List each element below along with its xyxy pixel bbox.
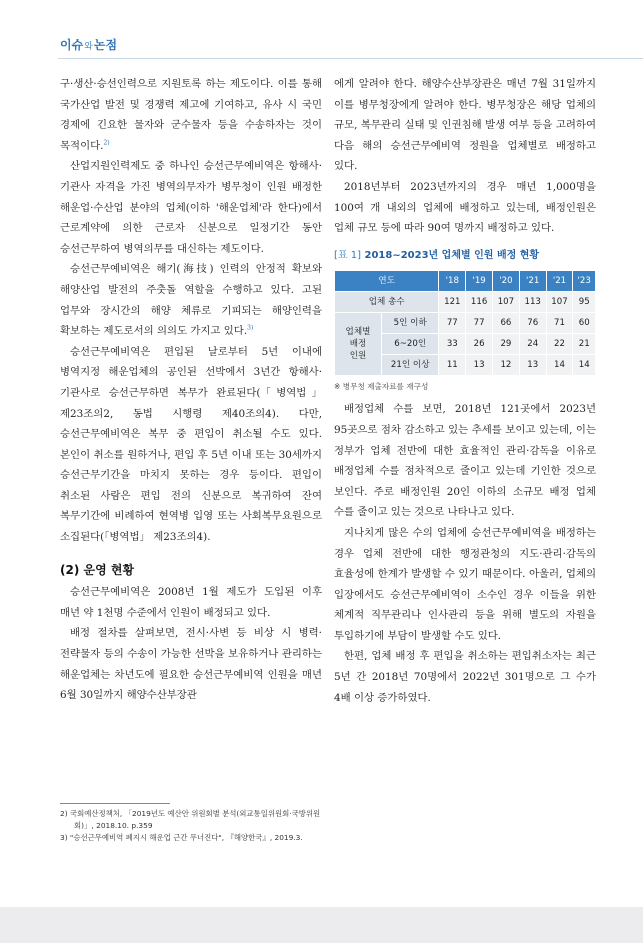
table-cell: 26: [466, 334, 493, 355]
left-paragraph-3-text: 승선근무예비역은 해기(海技) 인력의 안정적 확보와 해양산업 발전의 주춧돌 역할을 수행하고 있다. 고된 업무와 장시간의 해양 체류로 기피되는 해양인력을 확보하는 제도로서의 의의도 가지고 있다.: [60, 263, 322, 338]
row-label: 5인 이하: [382, 313, 439, 334]
table-cell: 14: [546, 355, 573, 376]
table-title-text: 2018~2023년 업체별 인원 배정 현황: [364, 249, 540, 261]
table-cell: 12: [493, 355, 520, 376]
right-column: [334, 74, 596, 708]
header-year: '18: [439, 271, 466, 292]
left-paragraph-2: 산업지원인력제도 중 하나인 승선근무예비역은 항해사·기관사 자격을 가진 병역의무자가 병무청이 인원 배정한 해운업·수산업 분야의 업체(이하 '해운업체'라 한다)에서 근로계약에 의한 근로자 신분으로 일정기간 동안 승선근무하여 병역의무를 대신하는 제도이다.: [60, 160, 322, 255]
table-cell: 22: [546, 334, 573, 355]
header-year: '19: [466, 271, 493, 292]
header-year: '21: [546, 271, 573, 292]
left-paragraph-3: [60, 259, 322, 341]
header-year: '23: [573, 271, 596, 292]
row-label-total: 업체 총수: [335, 292, 439, 313]
header-point: 논점: [93, 38, 118, 52]
group-label-line: 배정: [349, 339, 367, 350]
footnote-ref-3[interactable]: 3): [247, 324, 254, 332]
right-paragraph-1: 에게 알려야 한다. 해양수산부장관은 매년 7월 31일까지 이를 병무청장에게 알려야 한다. 병무청장은 해당 업체의 규모, 복무관리 실태 및 인권침해 발생 여부 등을 고려하여 다음 해의 승선근무예비역 정원을 업체별로 배정하고 있다.: [334, 78, 596, 173]
table-cell: 60: [573, 313, 596, 334]
running-header: [60, 36, 117, 53]
row-label: 21인 이상: [382, 355, 439, 376]
footnote-divider: [60, 803, 170, 804]
table-header-row: [335, 271, 596, 292]
table-cell: 13: [519, 355, 546, 376]
table-cell: 24: [519, 334, 546, 355]
table-cell: 116: [466, 292, 493, 313]
header-divider: [58, 58, 643, 59]
left-column: [60, 74, 322, 706]
table-row: [335, 313, 596, 334]
table-title: [334, 246, 596, 267]
header-year: '20: [493, 271, 520, 292]
header-issue: 이슈: [60, 38, 84, 52]
footnotes: [60, 808, 322, 844]
footnote-2: 2) 국회예산정책처, 「2019년도 예산안 위원회별 분석(외교통일위원회·국방위원회)」, 2018.10. p.359: [60, 809, 321, 830]
row-label: 6~20인: [382, 334, 439, 355]
table-cell: 71: [546, 313, 573, 334]
table-cell: 14: [573, 355, 596, 376]
header-year-label: 연도: [335, 271, 439, 292]
right-paragraph-5: 한편, 업체 배정 후 편입을 취소하는 편입취소자는 최근 5년 간 2018년 70명에서 2022년 301명으로 그 수가 4배 이상 증가하였다.: [334, 650, 596, 704]
footnote-3: 3) "승선근무예비역 폐지시 해운업 근간 무너진다", 『해양한국』, 2019.3.: [60, 833, 303, 842]
section-title: (2) 운영 현황: [60, 562, 135, 577]
table-row: [335, 292, 596, 313]
table-cell: 107: [546, 292, 573, 313]
table-cell: 77: [466, 313, 493, 334]
right-paragraph-4: 지나치게 많은 수의 업체에 승선근무예비역을 배정하는 경우 업체 전반에 대한 행정관청의 지도·관리·감독의 효율성에 한계가 발생할 수 있기 때문이다. 아울러, 업체의 입장에서도 승선근무예비역이 소수인 경우 이들을 위한 체계적 직무관리나 인사관리 등을 위해 별도의 자원을 투입하기에 부담이 발생할 수도 있다.: [334, 526, 596, 642]
left-paragraph-4: 승선근무예비역은 편입된 날로부터 5년 이내에 병역지정 해운업체의 공인된 선박에서 3년간 항해사·기관사로 승선근무하면 복무가 완료된다(「병역법」 제23조의2, 동법 시행령 제40조의4). 다만, 승선근무예비역은 복무 중 편입이 취소될 수도 있다. 본인이 취소를 원하거나, 편입 후 5년 이내 또는 30세까지 승선근무기간을 마치지 못하는 경우 등이다. 편입이 취소된 사람은 편입 전의 신분으로 복귀하여 잔여 복무기간에 비례하여 현역병 입영 또는 사회복무요원으로 소집된다(「병역법」 제23조의4).: [60, 345, 322, 544]
table-cell: 21: [573, 334, 596, 355]
table-cell: 76: [519, 313, 546, 334]
left-paragraph-6: 배정 절차를 살펴보면, 전시·사변 등 비상 시 병력·전략물자 등의 수송이 가능한 선박을 보유하거나 관리하는 해운업체는 차년도에 필요한 승선근무예비역 인원을 매년 6월 30일까지 해양수산부장관: [60, 627, 322, 702]
allocation-table: [334, 270, 596, 376]
right-paragraph-3: 배정업체 수를 보면, 2018년 121곳에서 2023년 95곳으로 점차 감소하고 있는 추세를 보이고 있는데, 이는 정부가 업체 전반에 대한 효율적인 관리·감독을 이유로 배정업체 수를 점차적으로 줄이고 있는데 기인한 것으로 보인다. 주로 배정인원 20인 이하의 소규모 배정 업체 수를 줄이고 있는 것으로 나타나고 있다.: [334, 403, 596, 519]
table-cell: 77: [439, 313, 466, 334]
table-cell: 29: [493, 334, 520, 355]
table-cell: 107: [493, 292, 520, 313]
table-cell: 11: [439, 355, 466, 376]
table-cell: 121: [439, 292, 466, 313]
table-tag: [표 1]: [334, 249, 362, 261]
table-cell: 95: [573, 292, 596, 313]
group-label-line: 인원: [349, 351, 367, 362]
table-cell: 66: [493, 313, 520, 334]
table-cell: 33: [439, 334, 466, 355]
row-group-label: [335, 313, 382, 376]
right-paragraph-2: 2018년부터 2023년까지의 경우 매년 1,000명을 100여 개 내외의 업체에 배정하고 있는데, 배정인원은 업체 규모 등에 따라 90여 명까지 배정하고 있다.: [334, 180, 596, 235]
left-paragraph-1: [60, 74, 322, 156]
page-bottom-band: [0, 907, 643, 943]
footnote-ref-2[interactable]: 2): [103, 139, 110, 147]
header-year: '21: [519, 271, 546, 292]
group-label-line: 업체별: [345, 327, 371, 338]
header-connector: 와: [84, 42, 93, 52]
left-paragraph-5: 승선근무예비역은 2008년 1월 제도가 도입된 이후 매년 약 1천명 수준에서 인원이 배정되고 있다.: [60, 586, 322, 619]
table-cell: 13: [466, 355, 493, 376]
left-paragraph-1-text: 구·생산·승선인력으로 지원토록 하는 제도이다. 이를 통해 국가산업 발전 및 경쟁력 제고에 기여하고, 유사 시 국민 경제에 긴요한 물자와 군수물자 등을 수송하자는 것이 목적이다.: [60, 78, 322, 152]
table-source-note: ※ 병무청 제출자료를 재구성: [334, 382, 429, 392]
table-cell: 113: [519, 292, 546, 313]
